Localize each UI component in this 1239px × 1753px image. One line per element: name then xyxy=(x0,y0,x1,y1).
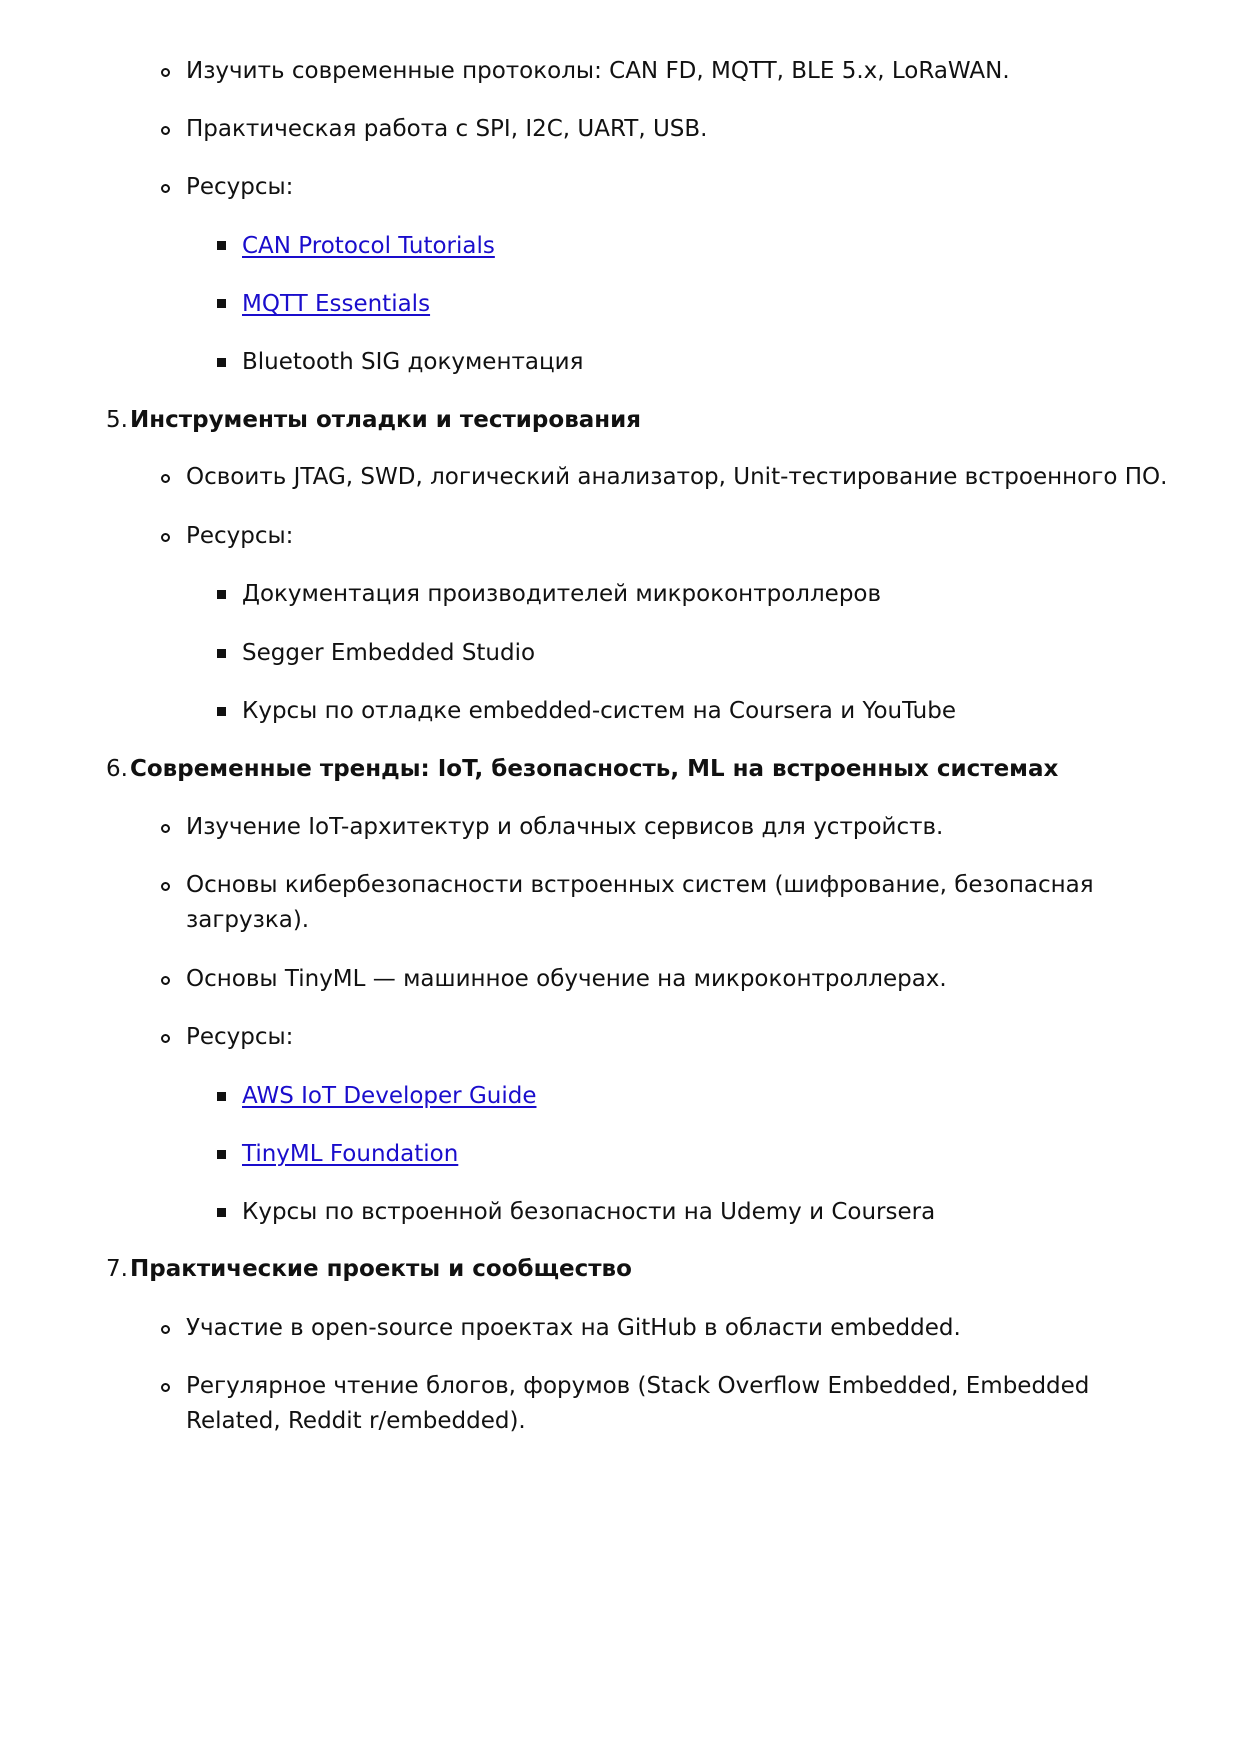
link-tinyml-foundation[interactable]: TinyML Foundation xyxy=(242,1141,459,1167)
circle-bullet-icon xyxy=(161,184,170,193)
list-item: Освоить JTAG, SWD, логический анализатор, Unit-тестирование встроенного ПО. xyxy=(186,464,1168,490)
circle-bullet-icon xyxy=(161,882,170,891)
section-heading: Современные тренды: IoT, безопасность, ML на встроенных системах xyxy=(130,756,1059,782)
link-aws-iot-developer-guide[interactable]: AWS IoT Developer Guide xyxy=(242,1083,537,1109)
list-item: Курсы по встроенной безопасности на Udemy и Coursera xyxy=(242,1199,936,1225)
resources-label: Ресурсы: xyxy=(186,174,294,200)
square-bullet-icon xyxy=(217,1208,226,1217)
square-bullet-icon xyxy=(217,241,226,250)
list-item: Участие в open-source проектах на GitHub в области embedded. xyxy=(186,1315,961,1341)
resources-label: Ресурсы: xyxy=(186,523,294,549)
circle-bullet-icon xyxy=(161,68,170,77)
circle-bullet-icon xyxy=(161,1383,170,1392)
resources-label: Ресурсы: xyxy=(186,1024,294,1050)
square-bullet-icon xyxy=(217,590,226,599)
list-item: Bluetooth SIG документация xyxy=(242,349,584,375)
link-can-protocol-tutorials[interactable]: CAN Protocol Tutorials xyxy=(242,233,495,259)
section-heading: Практические проекты и сообщество xyxy=(130,1256,632,1282)
list-item: Регулярное чтение блогов, форумов (Stack Overflow Embedded, Embedded xyxy=(186,1373,1090,1399)
square-bullet-icon xyxy=(217,1092,226,1101)
list-item: Основы TinyML — машинное обучение на микроконтроллерах. xyxy=(186,966,947,992)
section-number: 6. xyxy=(106,756,128,782)
section-number: 5. xyxy=(106,407,128,433)
list-item: Основы кибербезопасности встроенных систем (шифрование, безопасная xyxy=(186,872,1094,898)
square-bullet-icon xyxy=(217,1150,226,1159)
circle-bullet-icon xyxy=(161,474,170,483)
section-number: 7. xyxy=(106,1256,128,1282)
circle-bullet-icon xyxy=(161,976,170,985)
square-bullet-icon xyxy=(217,707,226,716)
circle-bullet-icon xyxy=(161,126,170,135)
square-bullet-icon xyxy=(217,649,226,658)
circle-bullet-icon xyxy=(161,1325,170,1334)
list-item: Практическая работа с SPI, I2C, UART, USB. xyxy=(186,116,708,142)
list-item: Segger Embedded Studio xyxy=(242,640,536,666)
circle-bullet-icon xyxy=(161,1034,170,1043)
square-bullet-icon xyxy=(217,299,226,308)
list-item-continuation: загрузка). xyxy=(186,907,310,933)
link-mqtt-essentials[interactable]: MQTT Essentials xyxy=(242,291,431,317)
list-item: Документация производителей микроконтроллеров xyxy=(242,581,882,607)
list-item: Изучение IoT-архитектур и облачных сервисов для устройств. xyxy=(186,814,944,840)
list-item-continuation: Related, Reddit r/embedded). xyxy=(186,1408,526,1434)
circle-bullet-icon xyxy=(161,533,170,542)
section-heading: Инструменты отладки и тестирования xyxy=(130,407,642,433)
circle-bullet-icon xyxy=(161,824,170,833)
square-bullet-icon xyxy=(217,358,226,367)
list-item: Курсы по отладке embedded-систем на Coursera и YouTube xyxy=(242,698,956,724)
list-item: Изучить современные протоколы: CAN FD, MQTT, BLE 5.x, LoRaWAN. xyxy=(186,58,1010,84)
